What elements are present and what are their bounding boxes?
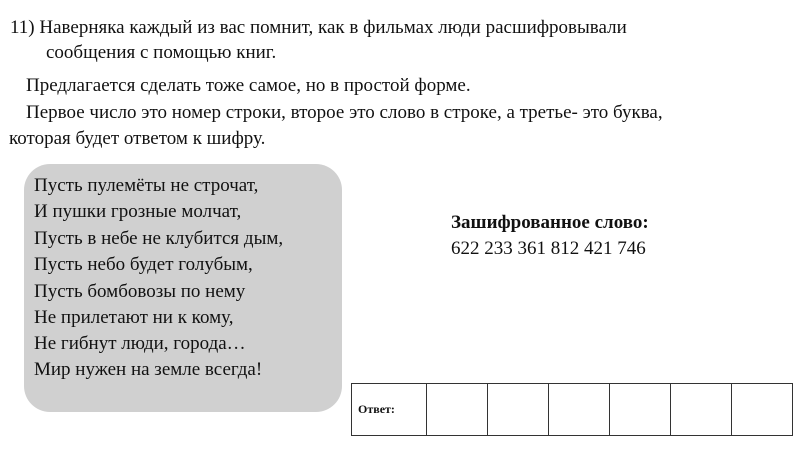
answer-cell-5[interactable] bbox=[671, 384, 732, 436]
cipher-code: 622 233 361 812 421 746 bbox=[451, 238, 646, 259]
answer-cell-6[interactable] bbox=[732, 384, 793, 436]
task-line-3: Предлагается сделать тоже самое, но в простой форме. bbox=[26, 75, 471, 96]
poem-line-1: Пусть пулемёты не строчат, bbox=[34, 175, 259, 196]
poem-line-6: Не прилетают ни к кому, bbox=[34, 307, 234, 328]
answer-cell-4[interactable] bbox=[610, 384, 671, 436]
poem-line-4: Пусть небо будет голубым, bbox=[34, 254, 253, 275]
poem-line-7: Не гибнут люди, города… bbox=[34, 333, 246, 354]
poem-box bbox=[24, 164, 342, 412]
answer-row bbox=[352, 384, 793, 436]
cipher-title: Зашифрованное слово: bbox=[451, 212, 649, 233]
answer-cell-1[interactable] bbox=[427, 384, 488, 436]
answer-cell-3[interactable] bbox=[549, 384, 610, 436]
answer-cell-2[interactable] bbox=[488, 384, 549, 436]
poem-line-5: Пусть бомбовозы по нему bbox=[34, 281, 246, 302]
poem-line-3: Пусть в небе не клубится дым, bbox=[34, 228, 284, 249]
task-line-4: Первое число это номер строки, второе это слово в строке, а третье- это буква, bbox=[26, 102, 663, 123]
poem-line-8: Мир нужен на земле всегда! bbox=[34, 359, 263, 380]
answer-label: Ответ: bbox=[352, 384, 427, 436]
task-line-1: 11) Наверняка каждый из вас помнит, как в фильмах люди расшифровывали bbox=[10, 17, 627, 38]
task-line-2: сообщения с помощью книг. bbox=[46, 42, 277, 63]
answer-table bbox=[351, 383, 793, 436]
task-line-5: которая будет ответом к шифру. bbox=[9, 128, 266, 149]
poem-line-2: И пушки грозные молчат, bbox=[34, 201, 242, 222]
